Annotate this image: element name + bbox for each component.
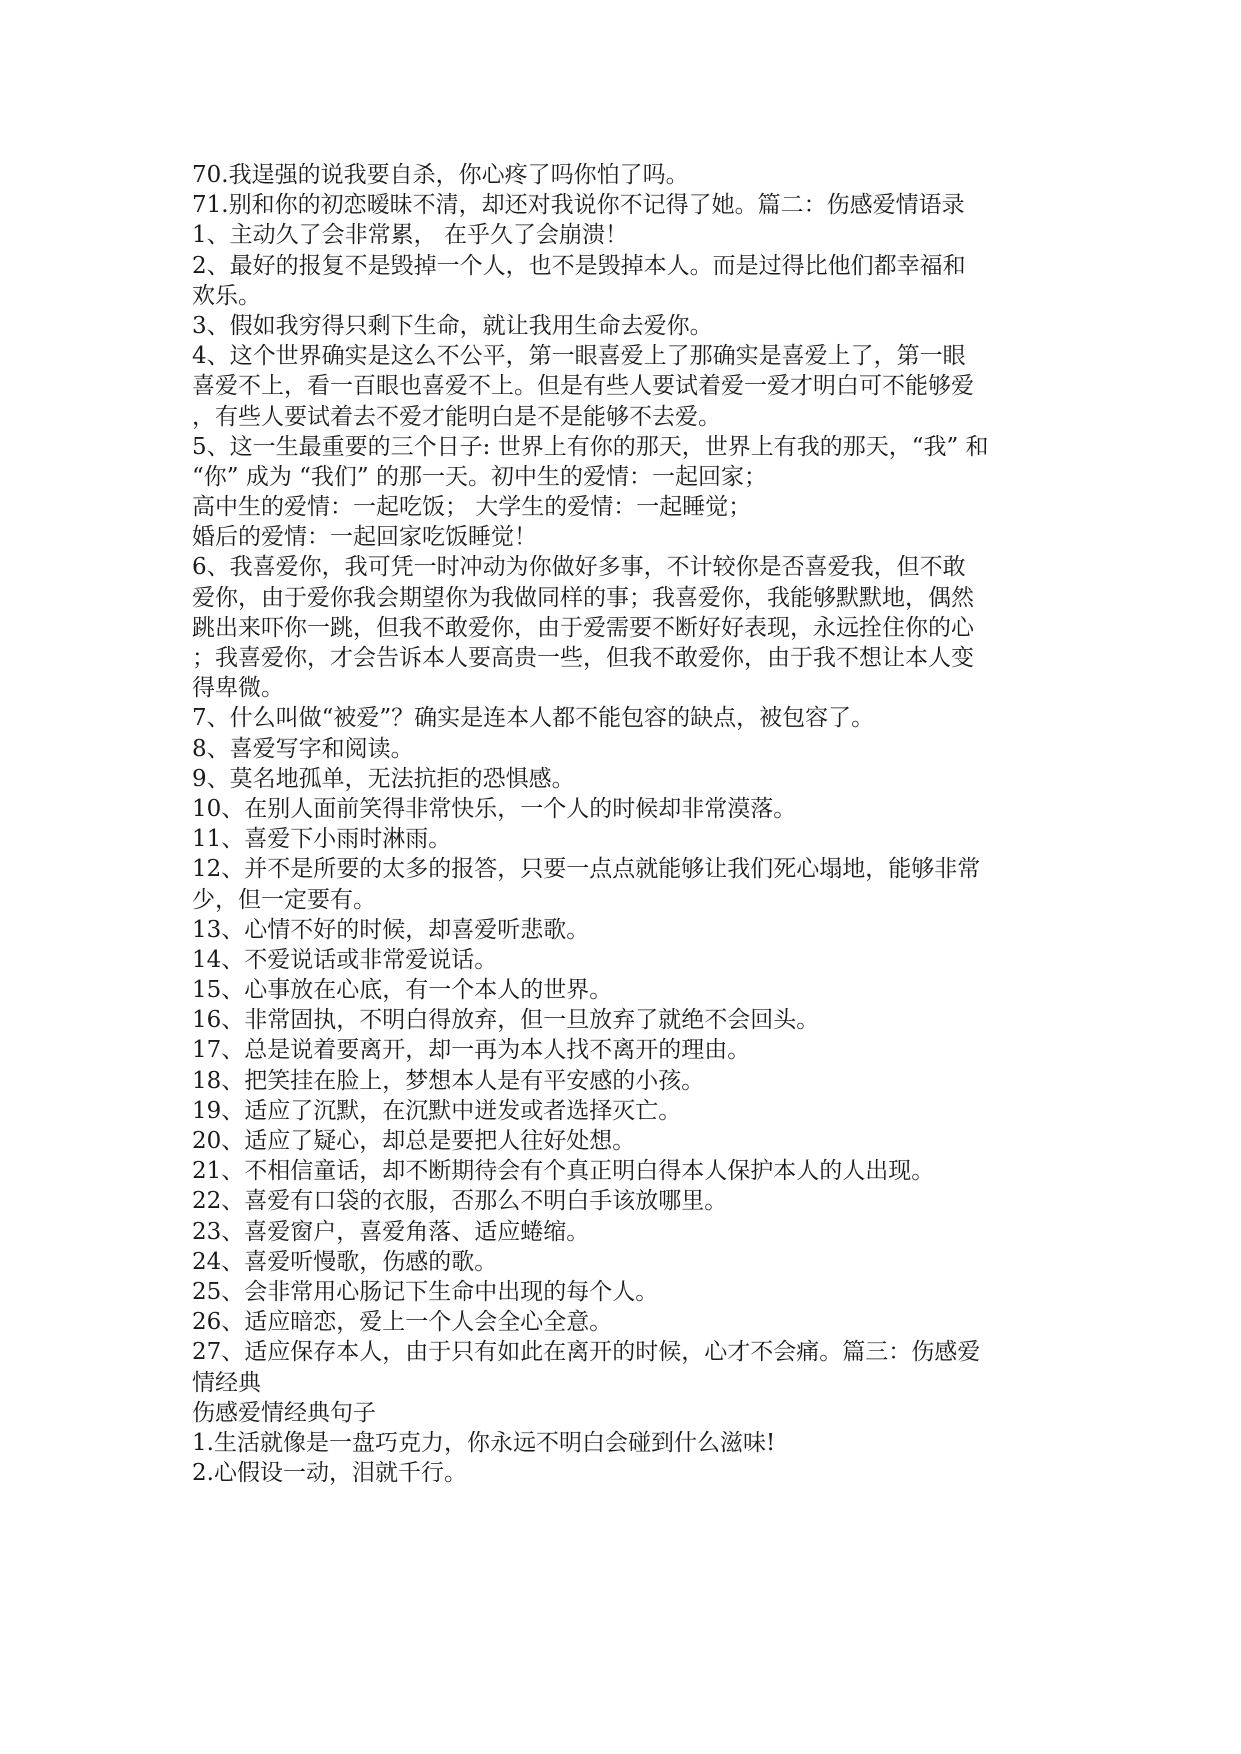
- text-line: 伤感爱情经典句子: [192, 1399, 376, 1426]
- text-line: 5、这一生最重要的三个日子: 世界上有你的那天，世界上有我的那天，“我” 和: [192, 433, 989, 460]
- text-line: 17、总是说着要离开，却一再为本人找不离开的理由。: [192, 1037, 751, 1064]
- text-line: 25、会非常用心肠记下生命中出现的每个人。: [192, 1278, 659, 1305]
- text-line: 7、什么叫做“被爱”？确实是连本人都不能包容的缺点，被包容了。: [192, 705, 875, 732]
- text-line: 2.心假设一动，泪就千行。: [192, 1460, 467, 1487]
- text-line: 71.别和你的初恋暧昧不清，却还对我说你不记得了她。篇二：伤感爱情语录: [192, 192, 965, 219]
- text-line: 14、不爱说话或非常爱说话。: [192, 946, 498, 973]
- text-line: 9、莫名地孤单，无法抗拒的恐惧感。: [192, 765, 575, 792]
- text-line: 24、喜爱听慢歌，伤感的歌。: [192, 1248, 498, 1275]
- text-line: 18、把笑挂在脸上，梦想本人是有平安感的小孩。: [192, 1067, 705, 1094]
- text-line: 26、适应暗恋，爱上一个人会全心全意。: [192, 1309, 613, 1336]
- text-line: 11、喜爱下小雨时淋雨。: [192, 826, 452, 853]
- text-line: ，有些人要试着去不爱才能明白是不是能够不去爱。: [192, 403, 721, 430]
- text-line: 10、在别人面前笑得非常快乐，一个人的时候却非常漠落。: [192, 795, 797, 822]
- text-line: 23、喜爱窗户，喜爱角落、适应蜷缩。: [192, 1218, 590, 1245]
- text-line: 1、主动久了会非常累， 在乎久了会崩溃！: [192, 222, 628, 249]
- text-line: 27、适应保存本人，由于只有如此在离开的时候，心才不会痛。篇三：伤感爱: [192, 1339, 981, 1366]
- text-line: 70.我逞强的说我要自杀，你心疼了吗你怕了吗。: [192, 162, 689, 188]
- text-line: 欢乐。: [192, 282, 261, 309]
- text-line: 婚后的爱情：一起回家吃饭睡觉！: [192, 524, 537, 551]
- text-line: 得卑微。: [192, 675, 284, 702]
- text-line: 跳出来吓你一跳，但我不敢爱你，由于爱需要不断好好表现，永远拴住你的心: [192, 614, 974, 641]
- text-line: 1.生活就像是一盘巧克力，你永远不明白会碰到什么滋味!: [192, 1429, 776, 1456]
- text-line: 6、我喜爱你，我可凭一时冲动为你做好多事，不计较你是否喜爱我，但不敢: [192, 554, 966, 581]
- text-line: 8、喜爱写字和阅读。: [192, 735, 414, 762]
- text-line: 13、心情不好的时候，却喜爱听悲歌。: [192, 916, 590, 943]
- text-line: 3、假如我穷得只剩下生命，就让我用生命去爱你。: [192, 312, 713, 339]
- text-line: 21、不相信童话，却不断期待会有个真正明白得本人保护本人的人出现。: [192, 1158, 935, 1185]
- text-line: 喜爱不上，看一百眼也喜爱不上。但是有些人要试着爱一爱才明白可不能够爱: [192, 373, 974, 400]
- text-line: 20、适应了疑心，却总是要把人往好处想。: [192, 1128, 636, 1154]
- text-line: 情经典: [192, 1369, 261, 1396]
- text-line: 2、最好的报复不是毁掉一个人，也不是毁掉本人。而是过得比他们都幸福和: [192, 252, 966, 279]
- text-line: 19、适应了沉默，在沉默中迸发或者选择灭亡。: [192, 1097, 682, 1124]
- text-line: ；我喜爱你，才会告诉本人要高贵一些，但我不敢爱你，由于我不想让本人变: [192, 645, 974, 671]
- text-line: 4、这个世界确实是这么不公平，第一眼喜爱上了那确实是喜爱上了，第一眼: [192, 343, 966, 370]
- text-line: 少，但一定要有。: [192, 886, 376, 913]
- text-line: “你” 成为 “我们” 的那一天。初中生的爱情：一起回家；: [192, 463, 767, 490]
- document-body: [192, 160, 1052, 1488]
- text-line: 爱你，由于爱你我会期望你为我做同样的事；我喜爱你，我能够默默地，偶然: [192, 584, 974, 611]
- text-line: 高中生的爱情：一起吃饭； 大学生的爱情：一起睡觉；: [192, 494, 752, 521]
- text-line: 22、喜爱有口袋的衣服，否那么不明白手该放哪里。: [192, 1188, 728, 1215]
- text-line: 12、并不是所要的太多的报答，只要一点点就能够让我们死心塌地，能够非常: [192, 856, 981, 883]
- text-line: 16、非常固执，不明白得放弃，但一旦放弃了就绝不会回头。: [192, 1007, 820, 1034]
- text-line: 15、心事放在心底，有一个本人的世界。: [192, 977, 613, 1004]
